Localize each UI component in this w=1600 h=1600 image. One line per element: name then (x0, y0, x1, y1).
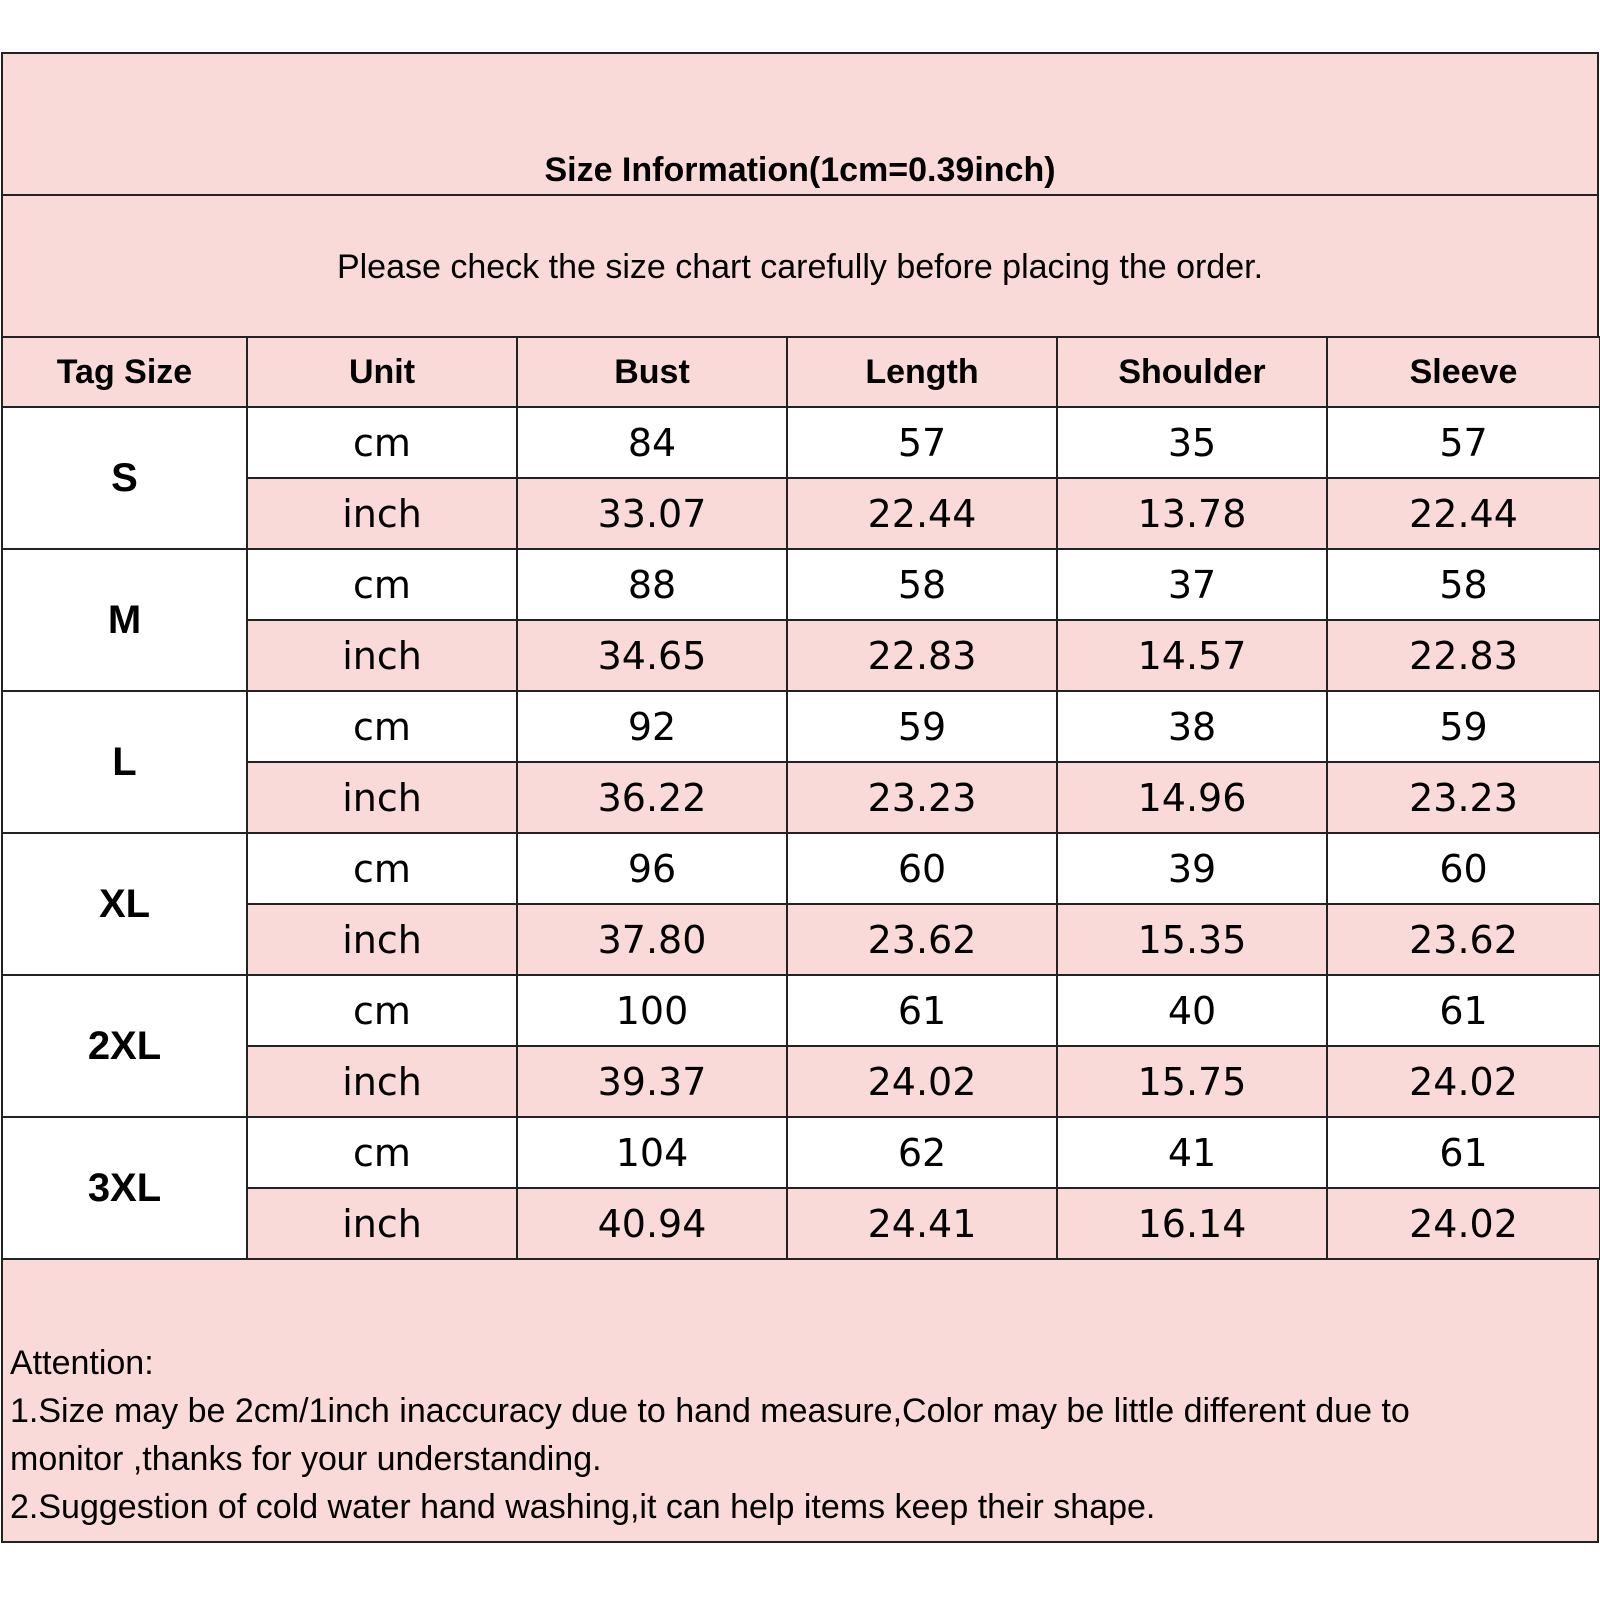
shoulder-cell: 14.57 (1057, 620, 1327, 691)
size-row-cm (2, 1117, 1600, 1188)
bust-cell: 36.22 (517, 762, 787, 833)
unit-cell: cm (247, 549, 517, 620)
length-cell: 23.62 (787, 904, 1057, 975)
attention-line-1a: 1.Size may be 2cm/1inch inaccuracy due to hand measure,Color may be little different due to (10, 1392, 1410, 1430)
unit-cell: cm (247, 691, 517, 762)
size-info-title: Size Information(1cm=0.39inch) (544, 151, 1056, 189)
unit-cell: inch (247, 904, 517, 975)
sleeve-cell: 24.02 (1327, 1188, 1600, 1259)
sleeve-cell: 61 (1327, 1117, 1600, 1188)
unit-cell: inch (247, 1188, 517, 1259)
length-cell: 60 (787, 833, 1057, 904)
shoulder-cell: 15.75 (1057, 1046, 1327, 1117)
bust-cell: 33.07 (517, 478, 787, 549)
size-row-cm (2, 975, 1600, 1046)
unit-cell: inch (247, 1046, 517, 1117)
header-tag-size: Tag Size (2, 337, 247, 407)
header-unit: Unit (247, 337, 517, 407)
sleeve-cell: 59 (1327, 691, 1600, 762)
length-cell: 24.41 (787, 1188, 1057, 1259)
sleeve-cell: 57 (1327, 407, 1600, 478)
bust-cell: 40.94 (517, 1188, 787, 1259)
attention-line-1b: monitor ,thanks for your understanding. (10, 1440, 602, 1478)
bust-cell: 104 (517, 1117, 787, 1188)
attention-line-2: 2.Suggestion of cold water hand washing,it can help items keep their shape. (10, 1488, 1156, 1526)
sleeve-cell: 23.23 (1327, 762, 1600, 833)
sleeve-cell: 58 (1327, 549, 1600, 620)
shoulder-cell: 40 (1057, 975, 1327, 1046)
bust-cell: 100 (517, 975, 787, 1046)
sleeve-cell: 23.62 (1327, 904, 1600, 975)
bust-cell: 96 (517, 833, 787, 904)
shoulder-cell: 37 (1057, 549, 1327, 620)
length-cell: 24.02 (787, 1046, 1057, 1117)
header-length: Length (787, 337, 1057, 407)
tag-size-cell: S (2, 407, 247, 549)
header-sleeve: Sleeve (1327, 337, 1600, 407)
length-cell: 58 (787, 549, 1057, 620)
title-banner (1, 52, 1599, 194)
bust-cell: 92 (517, 691, 787, 762)
size-row-cm (2, 549, 1600, 620)
size-table (1, 336, 1600, 1260)
unit-cell: cm (247, 1117, 517, 1188)
unit-cell: inch (247, 762, 517, 833)
length-cell: 61 (787, 975, 1057, 1046)
length-cell: 22.44 (787, 478, 1057, 549)
shoulder-cell: 16.14 (1057, 1188, 1327, 1259)
size-rows (2, 407, 1600, 1259)
length-cell: 23.23 (787, 762, 1057, 833)
bust-cell: 84 (517, 407, 787, 478)
header-bust: Bust (517, 337, 787, 407)
bust-cell: 88 (517, 549, 787, 620)
shoulder-cell: 13.78 (1057, 478, 1327, 549)
tag-size-cell: L (2, 691, 247, 833)
sleeve-cell: 60 (1327, 833, 1600, 904)
tag-size-cell: M (2, 549, 247, 691)
length-cell: 22.83 (787, 620, 1057, 691)
notice-banner (1, 194, 1599, 336)
bust-cell: 34.65 (517, 620, 787, 691)
tag-size-cell: 3XL (2, 1117, 247, 1259)
sleeve-cell: 22.44 (1327, 478, 1600, 549)
shoulder-cell: 35 (1057, 407, 1327, 478)
sleeve-cell: 61 (1327, 975, 1600, 1046)
bust-cell: 39.37 (517, 1046, 787, 1117)
size-row-cm (2, 833, 1600, 904)
tag-size-cell: 2XL (2, 975, 247, 1117)
bust-cell: 37.80 (517, 904, 787, 975)
shoulder-cell: 15.35 (1057, 904, 1327, 975)
header-shoulder: Shoulder (1057, 337, 1327, 407)
length-cell: 59 (787, 691, 1057, 762)
shoulder-cell: 39 (1057, 833, 1327, 904)
length-cell: 62 (787, 1117, 1057, 1188)
size-row-cm (2, 407, 1600, 478)
attention-heading: Attention: (10, 1344, 154, 1382)
size-row-cm (2, 691, 1600, 762)
shoulder-cell: 14.96 (1057, 762, 1327, 833)
length-cell: 57 (787, 407, 1057, 478)
unit-cell: cm (247, 407, 517, 478)
header-row (2, 337, 1600, 407)
sleeve-cell: 22.83 (1327, 620, 1600, 691)
size-chart (1, 52, 1599, 1543)
unit-cell: inch (247, 478, 517, 549)
attention-box (1, 1260, 1599, 1543)
sleeve-cell: 24.02 (1327, 1046, 1600, 1117)
shoulder-cell: 38 (1057, 691, 1327, 762)
unit-cell: cm (247, 975, 517, 1046)
notice-text: Please check the size chart carefully before placing the order. (336, 248, 1264, 286)
tag-size-cell: XL (2, 833, 247, 975)
unit-cell: inch (247, 620, 517, 691)
shoulder-cell: 41 (1057, 1117, 1327, 1188)
unit-cell: cm (247, 833, 517, 904)
